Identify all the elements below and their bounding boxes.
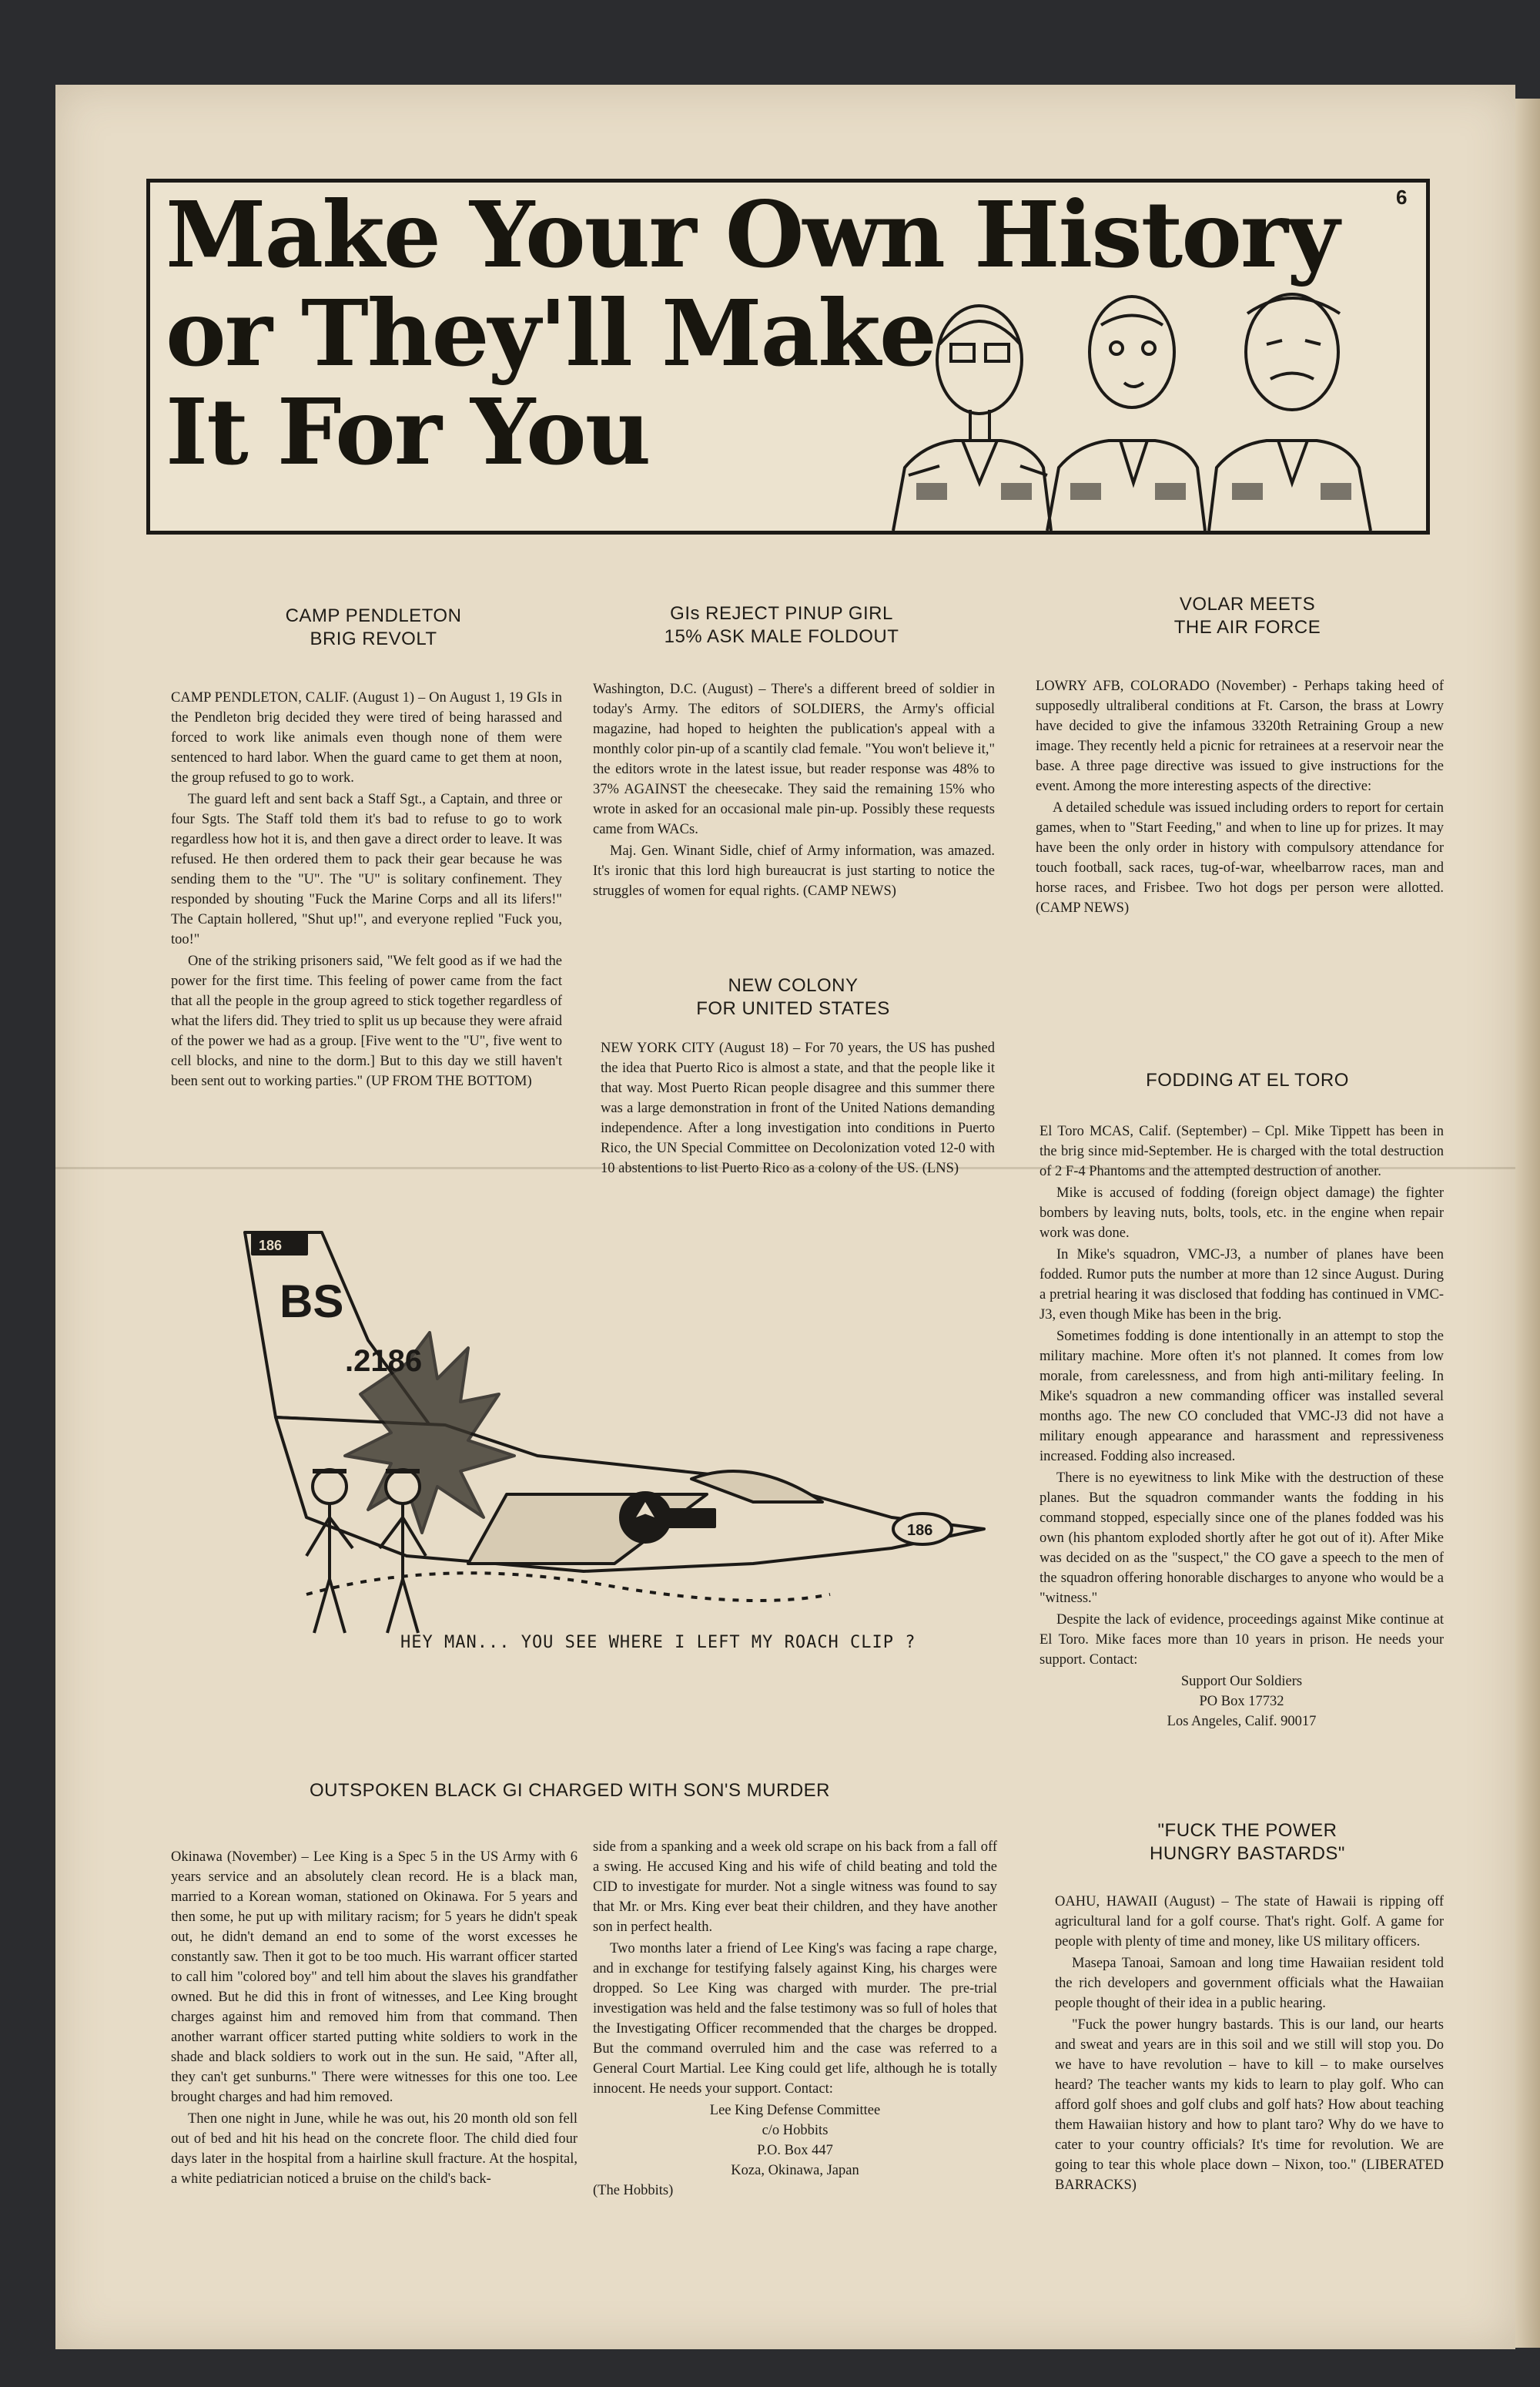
fodding-title: FODDING AT EL TORO xyxy=(1146,1070,1349,1091)
fodding-paragraph: Mike is accused of fodding (foreign object damage) the fighter bombers by leaving nuts, bolts, tools, etc. in the engine when repair work was done. xyxy=(1040,1185,1444,1241)
page-number: 6 xyxy=(1396,186,1408,209)
pendleton-paragraph: The guard left and sent back a Staff Sgt., a Captain, and three or four Sgts. The Staff told them it's bad to refuse to go to work regardless how hot it is, and then gave a direct order to leave. It was refused. He then ordered them to pack their gear because he was sending them to the "U". The "U" is solitary confinement. They responded by shouting "Fuck the Marine Corps and all its lifers!" The Captain hollered, "Shut up!", and everyone replied "Fuck you, too!" xyxy=(171,792,562,947)
headline-box xyxy=(146,179,1430,535)
colony-title xyxy=(601,974,986,1021)
fodding-contact-line: Los Angeles, Calif. 90017 xyxy=(1167,1714,1317,1729)
hawaii-title-line2: HUNGRY BASTARDS" xyxy=(1150,1843,1345,1864)
adjacent-page-edge xyxy=(1515,99,1540,2348)
volar-title-line2: THE AIR FORCE xyxy=(1173,617,1321,638)
tail-number: 186 xyxy=(259,1238,283,1253)
pendleton-article xyxy=(171,688,562,1093)
colony-paragraph: NEW YORK CITY (August 18) – For 70 years, the US has pushed the idea that Puerto Rico is almost a state, and that the people like it that way. Most Puerto Rican people disagree and this summer there was a large demonstration in front of the United Nations demanding independence. After a long investigation into conditions in Puerto Rico, the UN Special Committee on Decolonization voted 12-0 with 10 abstentions to list Puerto Rico as a colony of the US. (LNS) xyxy=(601,1041,995,1176)
headline-line-2: or They'll Make xyxy=(166,280,936,387)
king-contact-line: Lee King Defense Committee xyxy=(709,2103,881,2118)
hawaii-article xyxy=(1055,1892,1444,2197)
headline-line-3: It For You xyxy=(166,378,650,485)
hawaii-paragraph: Masepa Tanoai, Samoan and long time Hawaiian resident told the rich developers and government officials what the Hawaiian people thought of their idea in a public hearing. xyxy=(1055,1956,1444,2011)
pendleton-title xyxy=(208,605,539,651)
cartoon-caption: HEY MAN... YOU SEE WHERE I LEFT MY ROACH CLIP ? xyxy=(400,1633,916,1652)
colony-article xyxy=(601,1038,995,1180)
king-contact-line: Koza, Okinawa, Japan xyxy=(731,2163,859,2178)
fodding-paragraph: Despite the lack of evidence, proceedings against Mike continue at El Toro. Mike faces more than 10 years in prison. He needs your support. Contact: xyxy=(1040,1612,1444,1668)
hawaii-paragraph: OAHU, HAWAII (August) – The state of Hawaii is ripping off agricultural land for a golf course. That's right. Golf. A game for people with plenty of time and money, like US military officers. xyxy=(1055,1894,1444,1949)
king-source: (The Hobbits) xyxy=(593,2183,674,2198)
colony-title-line1: NEW COLONY xyxy=(728,975,859,996)
hawaii-title-line1: "FUCK THE POWER xyxy=(1157,1820,1337,1841)
pinup-title-line2: 15% ASK MALE FOLDOUT xyxy=(664,626,899,647)
volar-title xyxy=(1078,593,1417,639)
headline-line-1: Make Your Own History xyxy=(166,181,1338,288)
tail-code: BS xyxy=(280,1276,344,1327)
king-article-col1 xyxy=(171,1847,578,2191)
generals-illustration xyxy=(847,252,1413,531)
king-contact-line: c/o Hobbits xyxy=(762,2123,829,2138)
volar-paragraph: A detailed schedule was issued including orders to report for certain games, when to "Start Feeding," and when to line up for prizes. It may have been the only order in history with compulsory attendance for touch football, sack races, tug-of-war, wheelbarrow races, man and horse races, and Frisbee. Two hot dogs per person were allotted. (CAMP NEWS) xyxy=(1036,800,1444,916)
king-paragraph: side from a spanking and a week old scrape on his back from a fall off a swing. He accused King and his wife of child beating and told the CID to investigate for murder. Not a single witness was found to say that Mr. or Mrs. King ever beat their children, and they have another son in perfect health. xyxy=(593,1839,997,1935)
pinup-title xyxy=(585,602,978,649)
king-paragraph: Two months later a friend of Lee King's was facing a rape charge, and in exchange for testifying falsely against King, his charges were dropped. So Lee King was charged with murder. The pre-trial investigation was held and the false testimony was so full of holes that the Investigating Officer recommended that the charges be dropped. But the command overruled him and the case was referred to a General Court Martial. Lee King could get life, although he is totally innocent. He needs your support. Contact: xyxy=(593,1941,997,2097)
fodding-contact-line: PO Box 17732 xyxy=(1199,1694,1284,1709)
pinup-paragraph: Maj. Gen. Winant Sidle, chief of Army information, was amazed. It's ironic that this lord high bureaucrat is just starting to notice the struggles of women for equal rights. (CAMP NEWS) xyxy=(593,843,995,899)
pendleton-paragraph: CAMP PENDLETON, CALIF. (August 1) – On August 1, 19 GIs in the Pendleton brig decided they were tired of being harassed and forced to work like animals even though none of them were sentenced to hard labor. When the guard came to get them at noon, the group refused to go to work. xyxy=(171,690,562,786)
pendleton-paragraph: One of the striking prisoners said, "We felt good as if we had the power for the first time. This feeling of power came from the fact that all the people in the group agreed to stick together regardless of what the lifers did. They tried to split us up because they were afraid of the power we had as a group. [Five went to the "U", five went to cell blocks, and nine to the dorm.] But to this day we still haven't been sent out to working parties." (UP FROM THE BOTTOM) xyxy=(171,954,562,1089)
king-paragraph: Okinawa (November) – Lee King is a Spec 5 in the US Army with 6 years service and an absolutely clean record. He is a black man, married to a Korean woman, stationed on Okinawa. For 5 years and then some, he put up with military racism; for 5 years he didn't speak out, he didn't demand an end to some of the worst excesses he constantly saw. Then it got to be too much. His warrant officer started to call him "colored boy" and tell him about the slaves his grandfather owned. But he did this in front of witnesses, and Lee King brought charges against him and removed him from that command. Then another warrant officer started putting white soldiers to work in the shade and black soldiers to work out in the sun. He said, "After all, they can't get sunburns." There were witnesses for this one too. Lee brought charges and had him removed. xyxy=(171,1849,578,2105)
pinup-title-line1: GIs REJECT PINUP GIRL xyxy=(670,603,893,624)
king-contact-line: P.O. Box 447 xyxy=(757,2143,833,2158)
hawaii-paragraph: "Fuck the power hungry bastards. This is our land, our hearts and sweat and years are in this soil and we still will stop you. Do we have to have revolution – have to kill – to make ourselves heard? The teacher wants my kids to learn to play golf. Who can afford golf shoes and golf clubs and golf hats? How about teaching them Hawaiian history and how to plant taro? Why do we have to cater to your country officials? It's time for revolution. We are going to tear this whole place down – Nixon, too." (LIBERATED BARRACKS) xyxy=(1055,2017,1444,2193)
fodding-paragraph: In Mike's squadron, VMC-J3, a number of planes have been fodded. Rumor puts the number at more than 12 since August. During a pretrial hearing it was disclosed that fodding has continued in VMC-J3, even though Mike has been in the brig. xyxy=(1040,1247,1444,1323)
fodding-article xyxy=(1040,1121,1444,1732)
pinup-paragraph: Washington, D.C. (August) – There's a different breed of soldier in today's Army. The editors of SOLDIERS, the Army's official magazine, had hoped to heighten the publication's appeal with a monthly color pin-up of a scantily clad female. "You won't believe it," the editors wrote in the latest issue, but reader response was 48% to 37% AGAINST the cheesecake. They said the remaining 15% who wrote in asked for an occasional male pin-up. Possibly these requests came from WACs. xyxy=(593,682,995,837)
fodding-contact-line: Support Our Soldiers xyxy=(1180,1674,1303,1689)
fuselage-number: .2186 xyxy=(345,1344,423,1378)
colony-title-line2: FOR UNITED STATES xyxy=(696,998,890,1019)
king-article-col2 xyxy=(593,1837,997,2201)
volar-paragraph: LOWRY AFB, COLORADO (November) - Perhaps taking heed of supposedly ultraliberal conditions at Ft. Carson, the brass at Lowry have decided to give the infamous 3320th Retraining Group a new image. They recently held a picnic for retrainees at a reservoir near the base. A three page directive was issued to give instructions for the event. Among the more interesting aspects of the directive: xyxy=(1036,679,1444,794)
hawaii-title xyxy=(1078,1819,1417,1866)
fodding-paragraph: Sometimes fodding is done intentionally in an attempt to stop the military machine. More often it's not planned. It comes from low morale, from carelessness, and from high anti-military feeling. In Mike's squadron a new commanding officer was installed several months ago. The new CO concluded that VMC-J3 did not have a military enough appearance and harassment and repressiveness increased. Fodding also increased. xyxy=(1040,1329,1444,1464)
phantom-jet-cartoon xyxy=(214,1225,1030,1664)
pinup-article xyxy=(593,679,995,903)
volar-title-line1: VOLAR MEETS xyxy=(1179,594,1316,615)
fodding-contact xyxy=(1040,1671,1444,1732)
king-title: OUTSPOKEN BLACK GI CHARGED WITH SON'S MURDER xyxy=(310,1780,830,1801)
king-contact xyxy=(593,2100,997,2181)
volar-article xyxy=(1036,676,1444,920)
pendleton-title-line2: BRIG REVOLT xyxy=(310,629,437,649)
king-paragraph: Then one night in June, while he was out, his 20 month old son fell out of bed and hit his head on the concrete floor. The child died four days later in the hospital from a hairline skull fracture. At the hospital, a white pediatrician noticed a bruise on the child's back- xyxy=(171,2111,578,2187)
nose-number: 186 xyxy=(907,1522,933,1539)
fodding-paragraph: El Toro MCAS, Calif. (September) – Cpl. Mike Tippett has been in the brig since mid-September. He is charged with the total destruction of 2 F-4 Phantoms and the attempted destruction of another. xyxy=(1040,1124,1444,1179)
pendleton-title-line1: CAMP PENDLETON xyxy=(285,605,462,626)
fodding-paragraph: There is no eyewitness to link Mike with the destruction of these planes. But the squadron commander wants the fodding in his command stopped, especially since one of the planes fodded was his own (his phantom exploded shortly after he got out of it). After Mike was decided on as the "suspect," the CO gave a speech to the men of the squadron offering honorable discharges to anyone who would be a "witness." xyxy=(1040,1470,1444,1606)
